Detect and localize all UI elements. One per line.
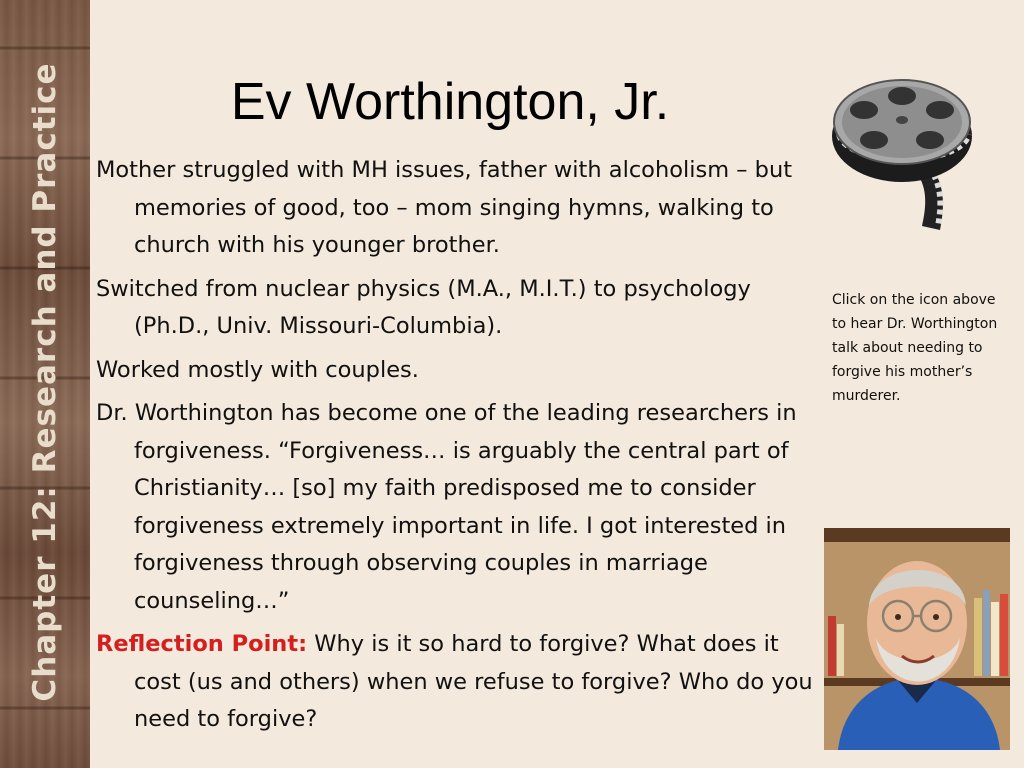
sidebar-wood-panel bbox=[0, 0, 90, 768]
bullet-item: Dr. Worthington has become one of the leading researchers in forgiveness. “Forgiveness… is arguably the central part of Christianity… [so] my faith predisposed me to consider forgiveness extremely important in life. I got interested in forgiveness through observing couples in marriage counseling…” bbox=[96, 400, 797, 614]
bullet-list bbox=[96, 152, 818, 745]
reflection-point bbox=[96, 626, 818, 739]
bullet-item: Mother struggled with MH issues, father with alcoholism – but memories of good, too – mom singing hymns, walking to church with his younger brother. bbox=[96, 157, 793, 258]
video-note: Click on the icon above to hear Dr. Worthington talk about needing to forgive his mother’s murderer. bbox=[832, 292, 998, 404]
film-reel-icon[interactable] bbox=[822, 72, 982, 237]
reflection-label: Reflection Point: bbox=[96, 631, 308, 657]
chapter-label: Chapter 12: Research and Practice bbox=[27, 62, 63, 702]
reflection-text: Why is it so hard to forgive? What does it cost (us and others) when we refuse to forgive? Who do you need to forgive? bbox=[134, 631, 813, 732]
bullet-item: Switched from nuclear physics (M.A., M.I.T.) to psychology (Ph.D., Univ. Missouri-Columbia). bbox=[96, 275, 751, 339]
bullet-item: Worked mostly with couples. bbox=[96, 356, 419, 383]
portrait-photo bbox=[824, 528, 1010, 750]
slide-title: Ev Worthington, Jr. bbox=[230, 73, 670, 131]
